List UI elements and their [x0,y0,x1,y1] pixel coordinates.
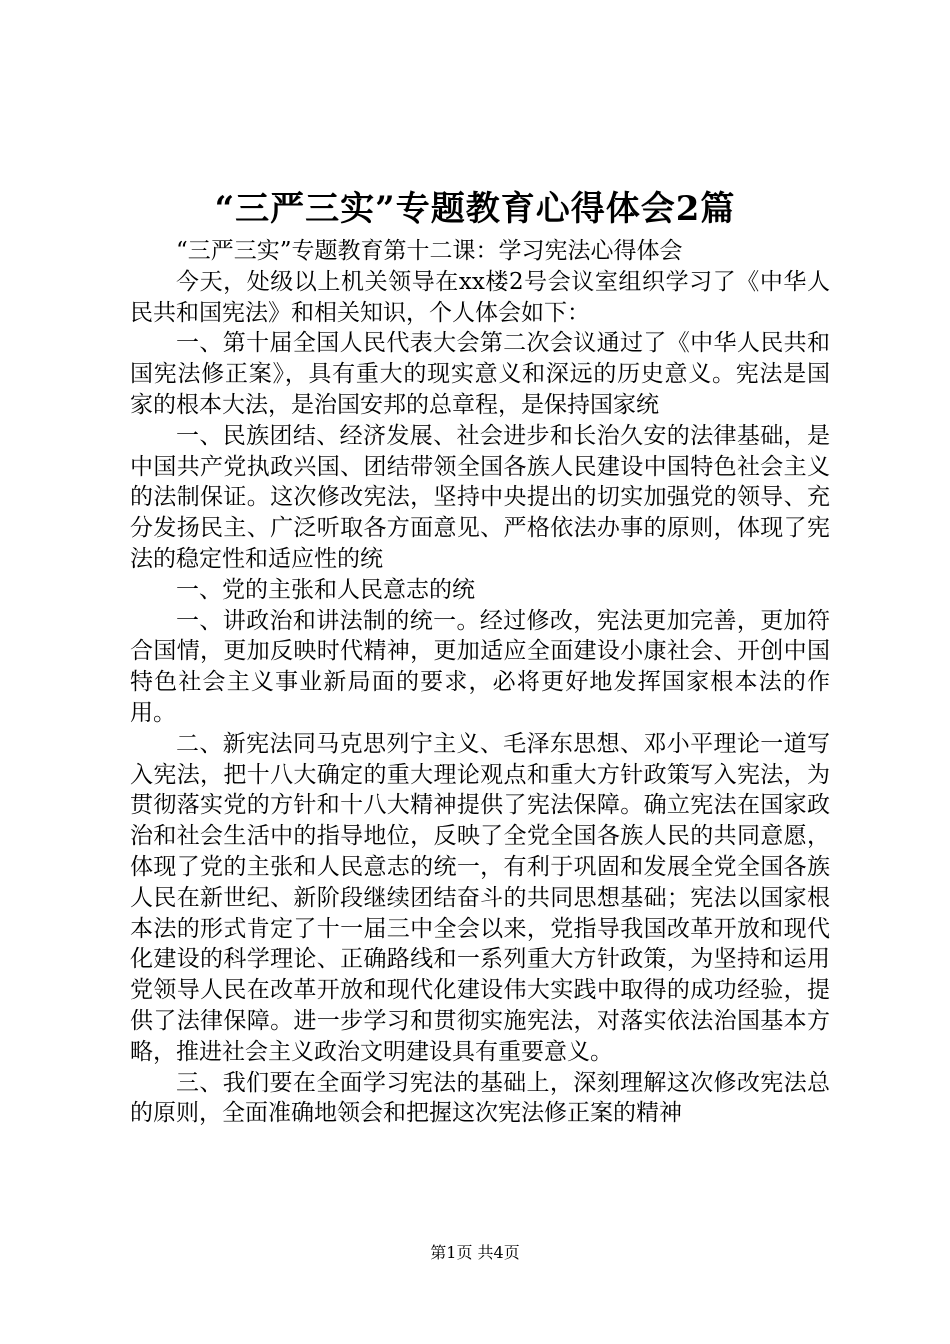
paragraph-point-1: 一、第十届全国人民代表大会第二次会议通过了《中华人民共和国宪法修正案》，具有重大的现实意义和深远的历史意义。宪法是国家的根本大法，是治国安邦的总章程，是保持国家统 [130,330,830,418]
paragraph-point-2: 二、新宪法同马克思列宁主义、毛泽东思想、邓小平理论一道写入宪法，把十八大确定的重大理论观点和重大方针政策写入宪法，为贯彻落实党的方针和十八大精神提供了宪法保障。确立宪法在国家政治和社会生活中的指导地位，反映了全党全国各族人民的共同意愿，体现了党的主张和人民意志的统一，有利于巩固和发展全党全国各族人民在新世纪、新阶段继续团结奋斗的共同思想基础；宪法以国家根本法的形式肯定了十一届三中全会以来，党指导我国改革开放和现代化建设的科学理论、正确路线和一系列重大方针政策，为坚持和运用党领导人民在改革开放和现代化建设伟大实践中取得的成功经验，提供了法律保障。进一步学习和贯彻实施宪法，对落实依法治国基本方略，推进社会主义政治文明建设具有重要意义。 [130,730,830,1065]
document-title: “三严三实”专题教育心得体会2篇 [214,189,736,229]
page-number-footer: 第1页 共4页 [430,1243,520,1262]
paragraph-point-1-continued: 一、民族团结、经济发展、社会进步和长治久安的法律基础，是中国共产党执政兴国、团结带领全国各族人民建设中国特色社会主义的法制保证。这次修改宪法，坚持中央提出的切实加强党的领导、充分发扬民主、广泛听取各方面意见、严格依法办事的原则，体现了宪法的稳定性和适应性的统 [130,422,830,572]
paragraph-point-1-short: 一、党的主张和人民意志的统 [176,576,475,603]
paragraph-point-1-politics: 一、讲政治和讲法制的统一。经过修改，宪法更加完善，更加符合国情，更加反映时代精神，更加适应全面建设小康社会、开创中国特色社会主义事业新局面的要求，必将更好地发挥国家根本法的作用。 [130,607,830,726]
paragraph-subtitle: “三严三实”专题教育第十二课：学习宪法心得体会 [176,238,683,264]
document-body [130,236,830,1129]
paragraph-point-3: 三、我们要在全面学习宪法的基础上，深刻理解这次修改宪法总的原则，全面准确地领会和把握这次宪法修正案的精神 [130,1069,830,1127]
paragraph-intro: 今天，处级以上机关领导在xx楼2号会议室组织学习了《中华人民共和国宪法》和相关知识，个人体会如下： [130,268,830,326]
